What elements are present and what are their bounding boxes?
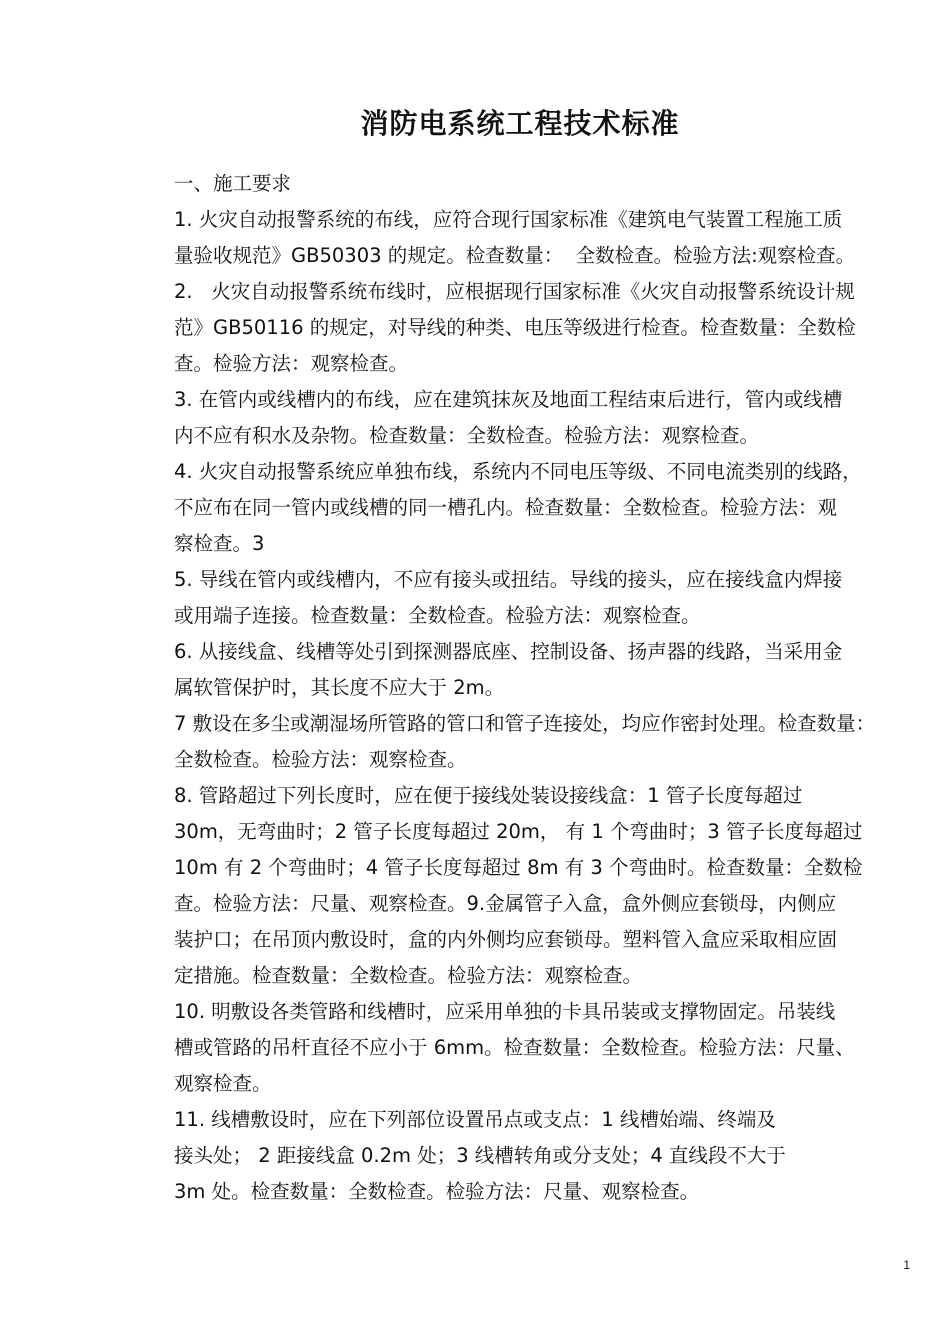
body-line: 30m，无弯曲时；2 管子长度每超过 20m， 有 1 个弯曲时；3 管子长度每超过 [174, 820, 863, 843]
body-line: 范》GB50116 的规定，对导线的种类、电压等级进行检查。检查数量：全数检 [174, 316, 856, 339]
body-line: 查。检验方法：观察检查。 [174, 352, 409, 375]
body-line: 或用端子连接。检查数量：全数检查。检验方法：观察检查。 [174, 604, 701, 627]
body-line: 8. 管路超过下列长度时，应在便于接线处装设接线盒：1 管子长度每超过 [174, 784, 803, 807]
body-line: 3m 处。检查数量：全数检查。检验方法：尺量、观察检查。 [174, 1180, 700, 1203]
body-line: 内不应有积水及杂物。检查数量：全数检查。检验方法：观察检查。 [174, 424, 760, 447]
body-line: 3. 在管内或线槽内的布线，应在建筑抹灰及地面工程结束后进行，管内或线槽 [174, 388, 843, 411]
body-line: 10. 明敷设各类管路和线槽时，应采用单独的卡具吊装或支撑物固定。吊装线 [174, 1000, 836, 1023]
document-body [174, 166, 920, 1210]
body-line: 全数检查。检验方法：观察检查。 [174, 748, 467, 771]
body-line: 属软管保护时，其长度不应大于 2m。 [174, 676, 505, 699]
body-line: 观察检查。 [174, 1072, 272, 1095]
section-heading: 一、施工要求 [174, 172, 292, 195]
body-line: 4. 火灾自动报警系统应单独布线，系统内不同电压等级、不同电流类别的线路， [174, 460, 862, 483]
body-line: 察检查。3 [174, 532, 265, 555]
body-line: 定措施。检查数量：全数检查。检验方法：观察检查。 [174, 964, 643, 987]
body-line: 6. 从接线盒、线槽等处引到探测器底座、控制设备、扬声器的线路，当采用金 [174, 640, 843, 663]
body-line: 查。检验方法：尺量、观察检查。9.金属管子入盒，盒外侧应套锁母，内侧应 [174, 892, 837, 915]
body-line: 10m 有 2 个弯曲时；4 管子长度每超过 8m 有 3 个弯曲时。检查数量：全数检 [174, 856, 863, 879]
body-line: 量验收规范》GB50303 的规定。检查数量： 全数检查。检验方法:观察检查。 [174, 244, 856, 267]
body-line: 7 敷设在多尘或潮湿场所管路的管口和管子连接处，均应作密封处理。检查数量： [174, 712, 876, 735]
body-line: 5. 导线在管内或线槽内，不应有接头或扭结。导线的接头，应在接线盒内焊接 [174, 568, 843, 591]
body-line: 槽或管路的吊杆直径不应小于 6mm。检查数量：全数检查。检验方法：尺量、 [174, 1036, 855, 1059]
body-line: 11. 线槽敷设时，应在下列部位设置吊点或支点：1 线槽始端、终端及 [174, 1108, 776, 1131]
body-line: 不应布在同一管内或线槽的同一槽孔内。检查数量：全数检查。检验方法：观 [174, 496, 838, 519]
body-line: 2. 火灾自动报警系统布线时，应根据现行国家标准《火灾自动报警系统设计规 [174, 280, 855, 303]
body-line: 装护口；在吊顶内敷设时，盒的内外侧均应套锁母。塑料管入盒应采取相应固 [174, 928, 838, 951]
body-line: 1. 火灾自动报警系统的布线，应符合现行国家标准《建筑电气装置工程施工质 [174, 208, 843, 231]
page-number: 1 [903, 1258, 910, 1272]
body-line: 接头处； 2 距接线盒 0.2m 处；3 线槽转角或分支处；4 直线段不大于 [174, 1144, 786, 1167]
document-title: 消防电系统工程技术标准 [360, 107, 680, 140]
